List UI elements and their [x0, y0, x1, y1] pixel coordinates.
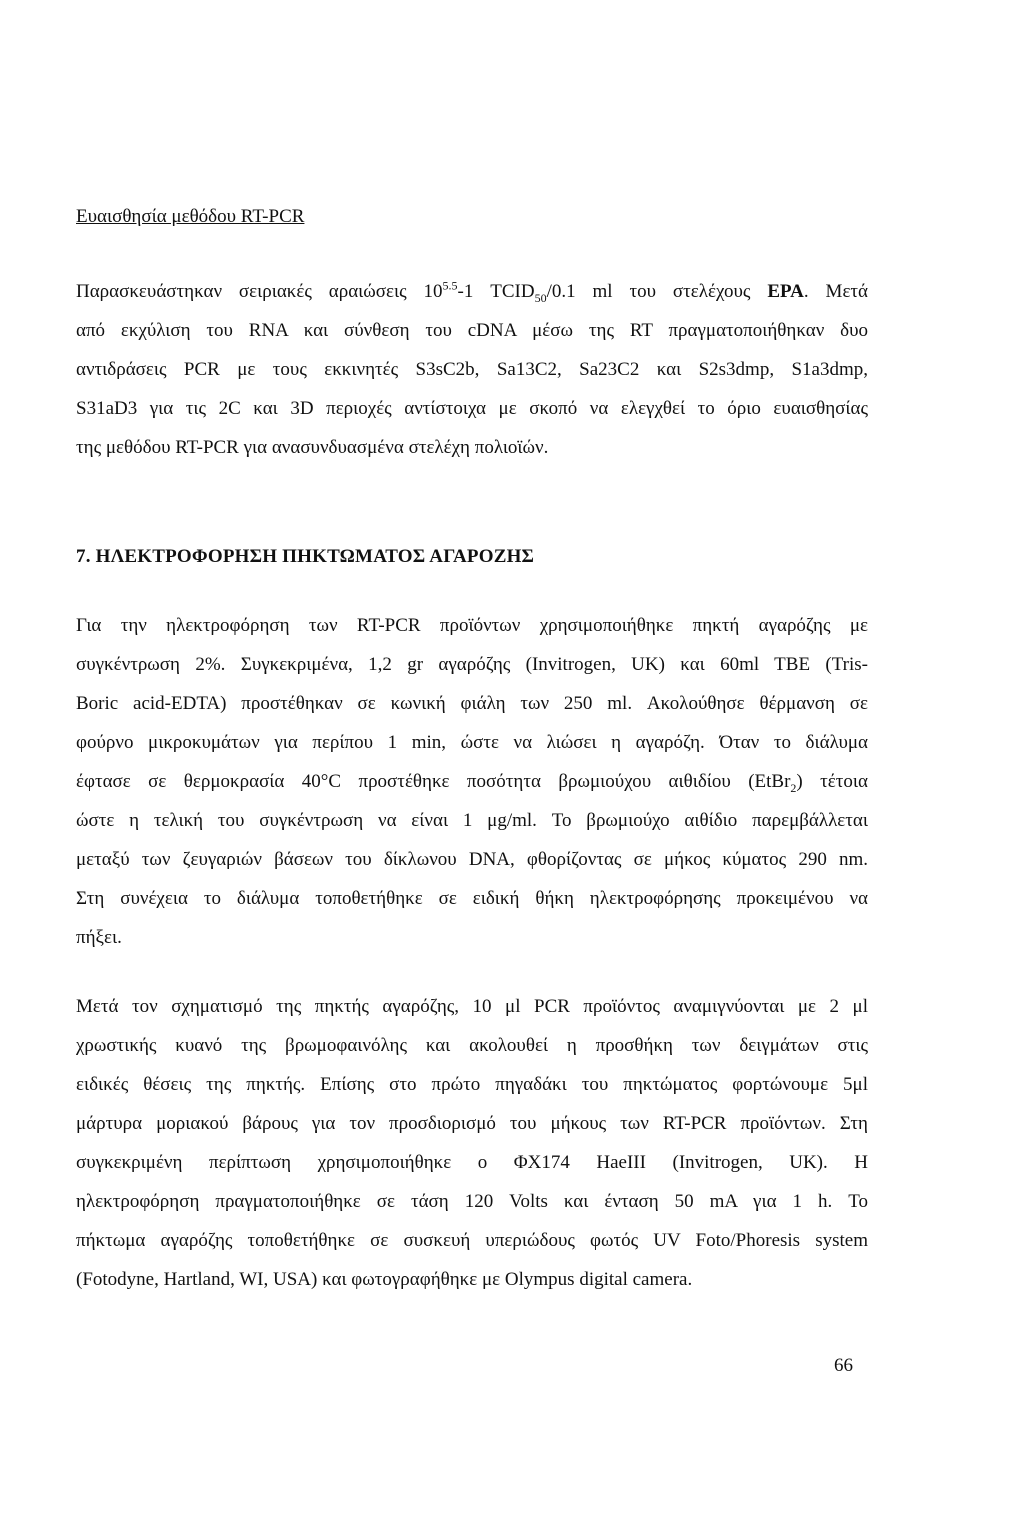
text-run: /0.1 ml του στελέχους — [546, 281, 768, 302]
paragraph-line — [76, 280, 868, 304]
paragraph-line: φούρνο μικροκυμάτων για περίπου 1 min, ώστε να λιώσει η αγαρόζη. Όταν το διάλυμα — [76, 732, 868, 753]
paragraph-line: μάρτυρα μοριακού βάρους για τον προσδιορισμό του μήκους των RT-PCR προϊόντων. Στη — [76, 1113, 868, 1134]
paragraph-line: συγκεκριμένη περίπτωση χρησιμοποιήθηκε ο ΦΧ174 HaeIII (Invitrogen, UK). Η — [76, 1152, 868, 1173]
paragraph-line: από εκχύλιση του RNA και σύνθεση του cDNA μέσω της RT πραγματοποιήθηκαν δυο — [76, 320, 868, 341]
subscript: 2 — [790, 780, 797, 795]
paragraph-line: πήξει. — [76, 927, 122, 948]
paragraph-line: χρωστικής κυανό της βρωμοφαινόλης και ακολουθεί η προσθήκη των δειγμάτων στις — [76, 1035, 868, 1056]
text-run: έφτασε σε θερμοκρασία 40°C προστέθηκε ποσότητα βρωμιούχου αιθιδίου (EtBr — [76, 771, 791, 792]
paragraph-line: ηλεκτροφόρηση πραγματοποιήθηκε σε τάση 120 Volts και ένταση 50 mA για 1 h. Το — [76, 1191, 868, 1212]
paragraph-line: (Fotodyne, Hartland, WI, USA) και φωτογραφήθηκε με Olympus digital camera. — [76, 1269, 693, 1290]
page-number: 66 — [834, 1355, 853, 1376]
paragraph-line: πήκτωμα αγαρόζης τοποθετήθηκε σε συσκευή υπεριώδους φωτός UV Foto/Phoresis system — [76, 1230, 868, 1251]
paragraph-line: ώστε η τελική του συγκέντρωση να είναι 1 μg/ml. Το βρωμιούχο αιθίδιο παρεμβάλλεται — [76, 810, 868, 831]
paragraph-line: της μεθόδου RT-PCR για ανασυνδυασμένα στελέχη πολιοϊών. — [76, 437, 549, 458]
strain-name: EPA — [767, 281, 804, 302]
paragraph-line: ειδικές θέσεις της πηκτής. Επίσης στο πρώτο πηγαδάκι του πηκτώματος φορτώνουμε 5μl — [76, 1074, 868, 1095]
superscript: 5.5 — [442, 278, 458, 293]
paragraph-line: S31aD3 για τις 2C και 3D περιοχές αντίστοιχα με σκοπό να ελεγχθεί το όριο ευαισθησίας — [76, 398, 868, 419]
paragraph-line: Boric acid-EDTA) προστέθηκαν σε κωνική φιάλη των 250 ml. Ακολούθησε θέρμανση σε — [76, 693, 868, 714]
paragraph-line: συγκέντρωση 2%. Συγκεκριμένα, 1,2 gr αγαρόζης (Invitrogen, UK) και 60ml TBE (Tris- — [76, 654, 868, 675]
paragraph-line: μεταξύ των ζευγαριών βάσεων του δίκλωνου DNA, φθορίζοντας σε μήκος κύματος 290 nm. — [76, 849, 868, 870]
paragraph-line: αντιδράσεις PCR με τους εκκινητές S3sC2b, Sa13C2, Sa23C2 και S2s3dmp, S1a3dmp, — [76, 359, 868, 380]
paragraph-line — [76, 770, 868, 794]
paragraph-line: Στη συνέχεια το διάλυμα τοποθετήθηκε σε ειδική θήκη ηλεκτροφόρησης προκειμένου να — [76, 888, 868, 909]
subscript: 50 — [534, 290, 547, 305]
text-run: -1 TCID — [457, 281, 535, 302]
text-run: Παρασκευάστηκαν σειριακές αραιώσεις 10 — [76, 281, 443, 302]
text-run: ) τέτοια — [796, 771, 868, 792]
text-run: . Μετά — [803, 281, 869, 302]
section-subtitle: Ευαισθησία μεθόδου RT-PCR — [76, 206, 305, 227]
paragraph-line: Για την ηλεκτροφόρηση των RT-PCR προϊόντων χρησιμοποιήθηκε πηκτή αγαρόζης με — [76, 615, 868, 636]
section-heading: 7. ΗΛΕΚΤΡΟΦΟΡΗΣΗ ΠΗΚΤΩΜΑΤΟΣ ΑΓΑΡΟΖΗΣ — [76, 546, 535, 567]
paragraph-line: Μετά τον σχηματισμό της πηκτής αγαρόζης, 10 μl PCR προϊόντος αναμιγνύονται με 2 μl — [76, 996, 868, 1017]
